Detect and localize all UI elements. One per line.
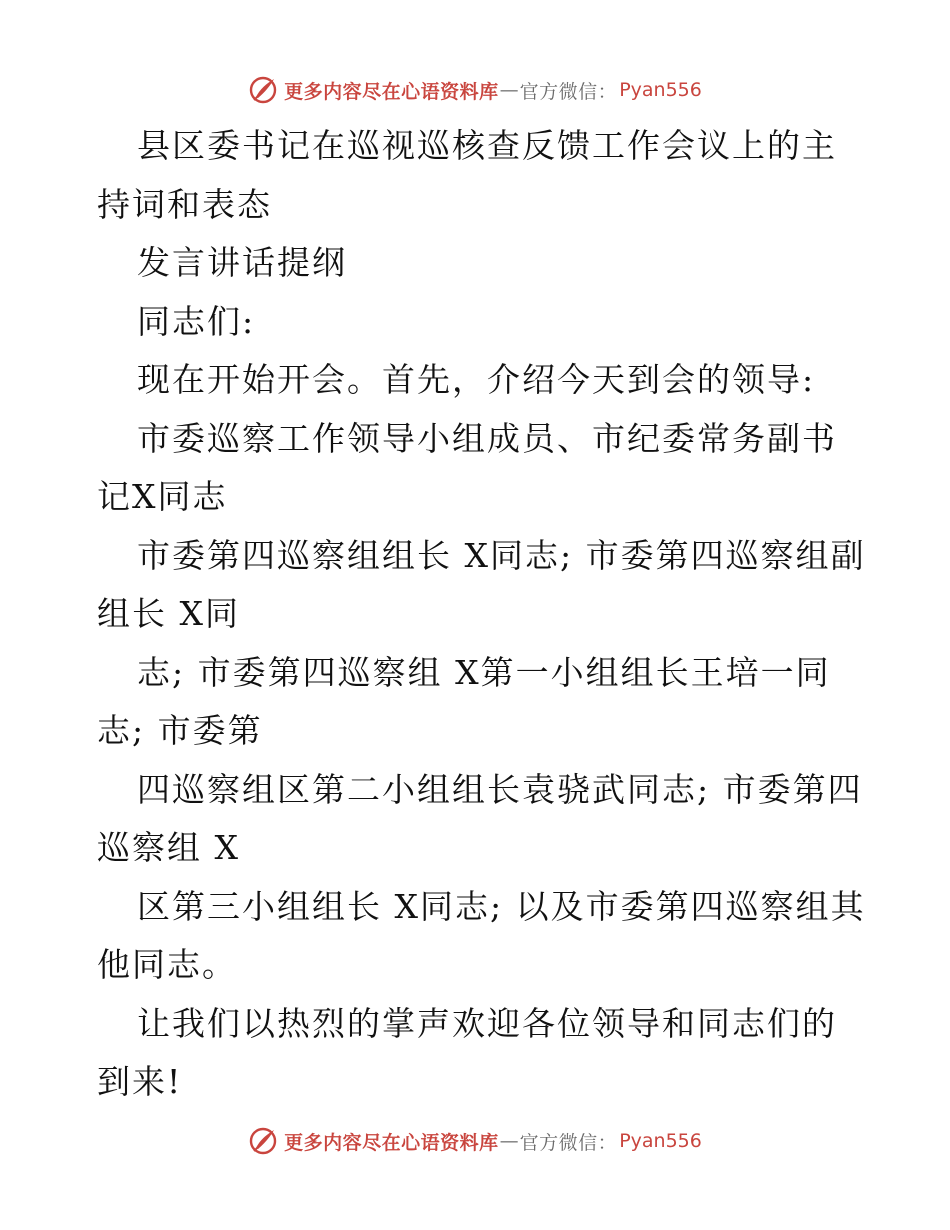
header-banner bbox=[0, 70, 950, 110]
document-body bbox=[97, 117, 867, 1112]
footer-banner bbox=[0, 1121, 950, 1161]
banner-wechat-id: Pyan556 bbox=[619, 79, 702, 101]
body-paragraph: 志; 市委第四巡察组 X第一小组组长王培一同志; 市委第 bbox=[97, 652, 831, 750]
banner-title: 更多内容尽在心语资料库 bbox=[284, 1131, 499, 1154]
banner-title: 更多内容尽在心语资料库 bbox=[284, 80, 499, 103]
document-title-line: 县区委书记在巡视巡核查反馈工作会议上的主持词和表态 bbox=[97, 126, 837, 224]
body-paragraph: 现在开始开会。首先，介绍今天到会的领导: bbox=[137, 360, 816, 399]
banner-dash: — bbox=[499, 1130, 519, 1152]
banner-wechat-label: 官方微信： bbox=[519, 80, 618, 103]
banner-wechat-id: Pyan556 bbox=[619, 1130, 702, 1152]
body-paragraph: 市委第四巡察组组长 X同志; 市委第四巡察组副组长 X同 bbox=[97, 535, 866, 633]
salutation: 同志们: bbox=[137, 301, 256, 341]
banner-dash: — bbox=[499, 79, 519, 101]
quill-pen-logo-icon bbox=[248, 1126, 278, 1156]
quill-pen-logo-icon bbox=[248, 75, 278, 105]
body-paragraph: 市委巡察工作领导小组成员、市纪委常务副书记X同志 bbox=[97, 418, 837, 516]
banner-wechat-label: 官方微信： bbox=[519, 1131, 618, 1154]
document-subtitle-line: 发言讲话提纲 bbox=[137, 243, 347, 282]
body-paragraph: 区第三小组组长 X同志; 以及市委第四巡察组其他同志。 bbox=[97, 886, 866, 984]
body-paragraph: 让我们以热烈的掌声欢迎各位领导和同志们的到来! bbox=[97, 1003, 837, 1101]
body-paragraph: 四巡察组区第二小组组长袁骁武同志; 市委第四巡察组 X bbox=[97, 769, 863, 867]
